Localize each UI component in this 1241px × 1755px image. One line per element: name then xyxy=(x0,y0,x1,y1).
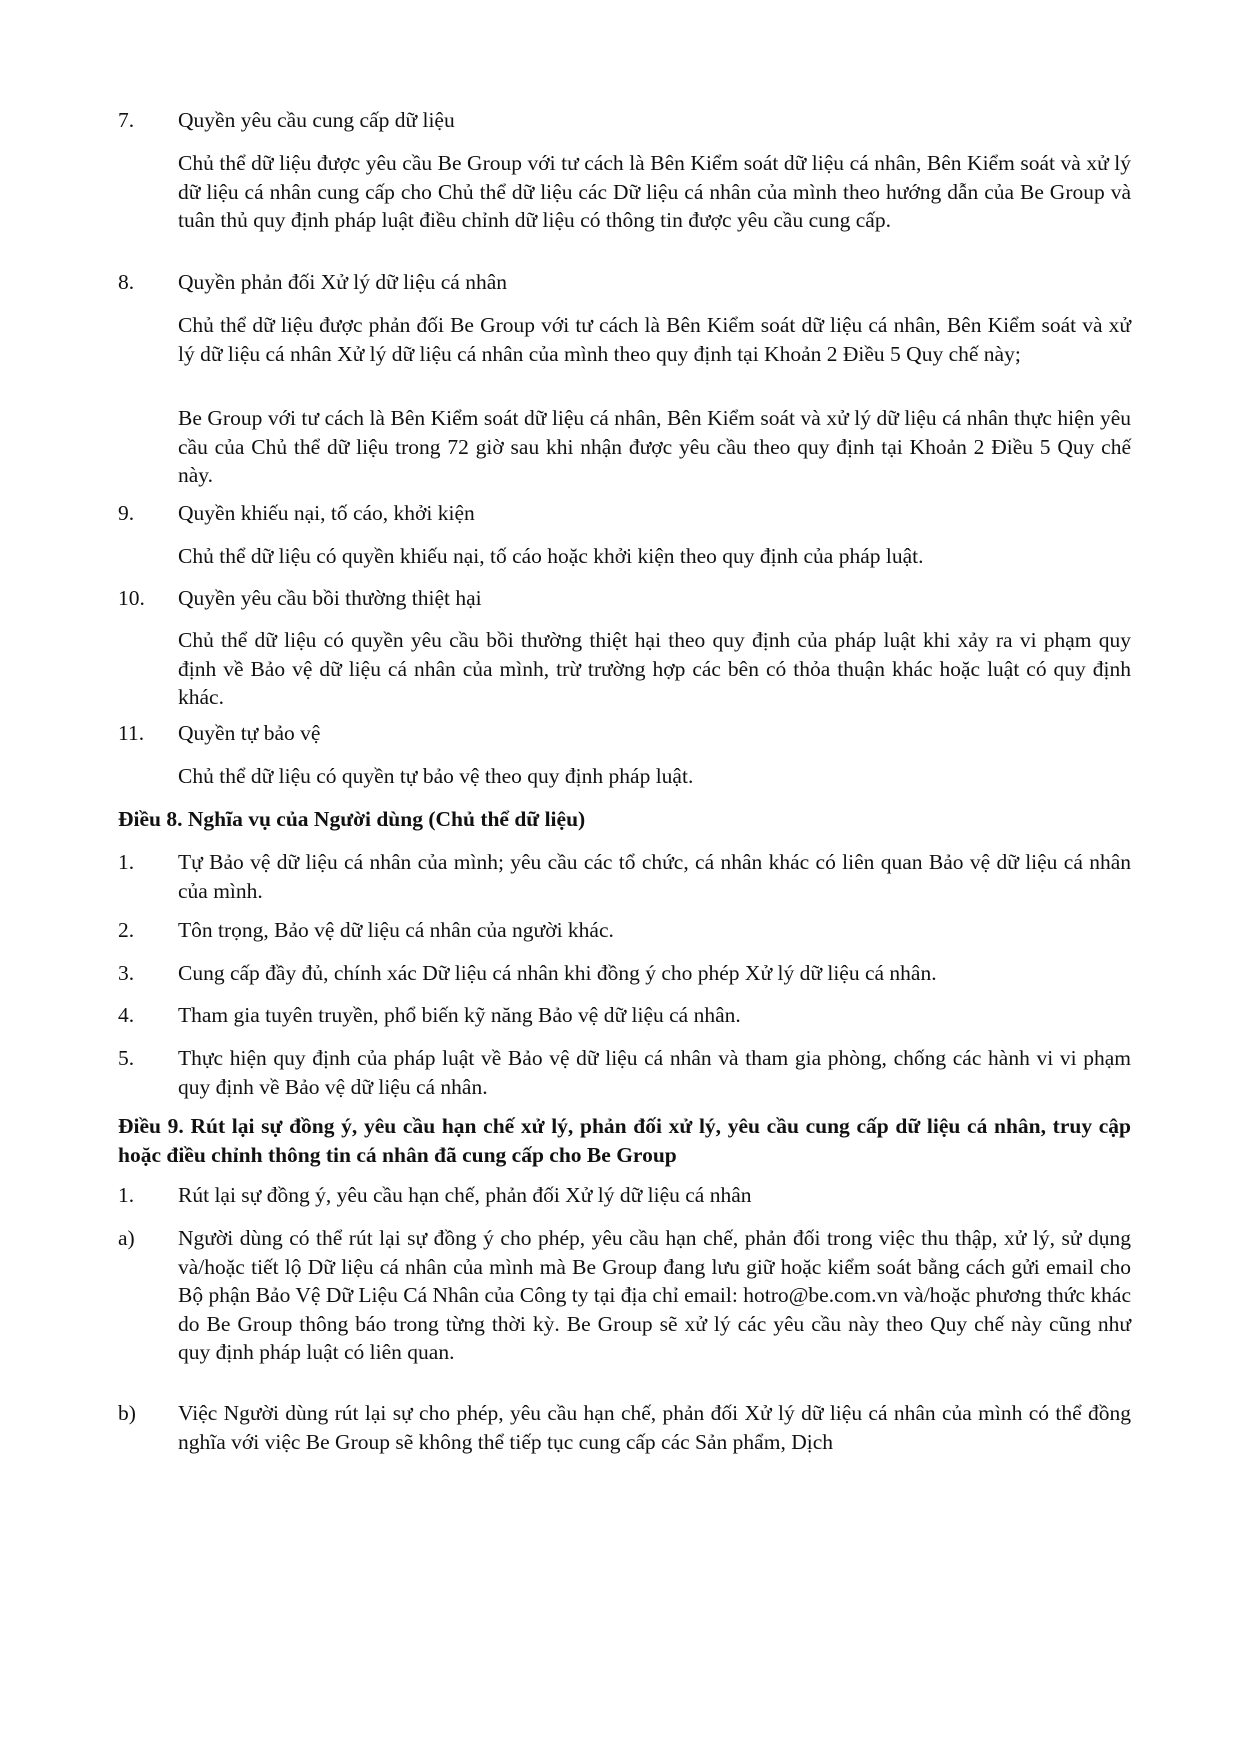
item-title: Quyền yêu cầu bồi thường thiệt hại xyxy=(178,586,482,610)
item-number: 2. xyxy=(118,918,135,942)
item-number: 11. xyxy=(118,721,145,745)
item-number: 1. xyxy=(118,1183,135,1207)
paragraph-9: Chủ thể dữ liệu có quyền khiếu nại, tố cáo hoặc khởi kiện theo quy định của pháp luật. xyxy=(178,544,924,568)
paragraph-8a: Chủ thể dữ liệu được phản đối Be Group với tư cách là Bên Kiểm soát dữ liệu cá nhân, Bên Kiểm soát và xử lý dữ liệu cá nhân Xử lý dữ liệu cá nhân của mình theo quy định tại Khoản 2 Điều 5 Quy chế này; xyxy=(178,313,1131,366)
paragraph-8b: Be Group với tư cách là Bên Kiểm soát dữ liệu cá nhân, Bên Kiểm soát và xử lý dữ liệu cá nhân thực hiện yêu cầu của Chủ thể dữ liệu trong 72 giờ sau khi nhận được yêu cầu theo quy định tại Khoản 2 Điều 5 Quy chế này. xyxy=(178,406,1131,487)
item-number: 5. xyxy=(118,1046,135,1070)
item-text: Thực hiện quy định của pháp luật về Bảo vệ dữ liệu cá nhân và tham gia phòng, chống các hành vi vi phạm quy định về Bảo vệ dữ liệu cá nhân. xyxy=(178,1046,1131,1099)
item-number: b) xyxy=(118,1401,136,1425)
item-title: Quyền yêu cầu cung cấp dữ liệu xyxy=(178,108,455,132)
item-number: 10. xyxy=(118,586,145,610)
item-number: 8. xyxy=(118,270,135,294)
article-9-heading: Điều 9. Rút lại sự đồng ý, yêu cầu hạn chế xử lý, phản đối xử lý, yêu cầu cung cấp dữ liệu cá nhân, truy cập hoặc điều chỉnh thông tin cá nhân đã cung cấp cho Be Group xyxy=(118,1114,1131,1167)
item-text: Cung cấp đầy đủ, chính xác Dữ liệu cá nhân khi đồng ý cho phép Xử lý dữ liệu cá nhân. xyxy=(178,961,937,985)
item-text: Việc Người dùng rút lại sự cho phép, yêu cầu hạn chế, phản đối Xử lý dữ liệu cá nhân của mình có thể đồng nghĩa với việc Be Group sẽ không thể tiếp tục cung cấp các Sản phẩm, Dịch xyxy=(178,1401,1131,1454)
paragraph-10: Chủ thể dữ liệu có quyền yêu cầu bồi thường thiệt hại theo quy định của pháp luật khi xảy ra vi phạm quy định về Bảo vệ dữ liệu cá nhân của mình, trừ trường hợp các bên có thỏa thuận khác hoặc luật có quy định khác. xyxy=(178,628,1131,709)
paragraph-11: Chủ thể dữ liệu có quyền tự bảo vệ theo quy định pháp luật. xyxy=(178,764,694,788)
item-number: a) xyxy=(118,1226,135,1250)
item-text: Người dùng có thể rút lại sự đồng ý cho phép, yêu cầu hạn chế, phản đối trong việc thu thập, xử lý, sử dụng và/hoặc tiết lộ Dữ liệu cá nhân của mình mà Be Group đang lưu giữ hoặc kiểm soát bằng cách gửi email cho Bộ phận Bảo Vệ Dữ Liệu Cá Nhân của Công ty tại địa chỉ email: hotro@be.com.vn và/hoặc phương thức khác do Be Group thông báo trong từng thời kỳ. Be Group sẽ xử lý các yêu cầu này theo Quy chế này cũng như quy định pháp luật có liên quan. xyxy=(178,1226,1131,1364)
item-title: Quyền phản đối Xử lý dữ liệu cá nhân xyxy=(178,270,508,294)
article-8-heading: Điều 8. Nghĩa vụ của Người dùng (Chủ thể dữ liệu) xyxy=(118,807,586,831)
item-number: 9. xyxy=(118,501,135,525)
item-text: Rút lại sự đồng ý, yêu cầu hạn chế, phản đối Xử lý dữ liệu cá nhân xyxy=(178,1183,752,1207)
item-title: Quyền tự bảo vệ xyxy=(178,721,321,745)
item-number: 3. xyxy=(118,961,135,985)
item-text: Tự Bảo vệ dữ liệu cá nhân của mình; yêu cầu các tổ chức, cá nhân khác có liên quan Bảo vệ dữ liệu cá nhân của mình. xyxy=(178,850,1131,903)
paragraph-7: Chủ thể dữ liệu được yêu cầu Be Group với tư cách là Bên Kiểm soát dữ liệu cá nhân, Bên Kiểm soát và xử lý dữ liệu cá nhân cung cấp cho Chủ thể dữ liệu các Dữ liệu cá nhân của mình theo hướng dẫn của Be Group và tuân thủ quy định pháp luật điều chỉnh dữ liệu có thông tin được yêu cầu cung cấp. xyxy=(178,151,1131,232)
item-text: Tôn trọng, Bảo vệ dữ liệu cá nhân của người khác. xyxy=(178,918,614,942)
item-number: 1. xyxy=(118,850,135,874)
item-number: 4. xyxy=(118,1003,135,1027)
item-number: 7. xyxy=(118,108,135,132)
item-title: Quyền khiếu nại, tố cáo, khởi kiện xyxy=(178,501,475,525)
item-text: Tham gia tuyên truyền, phổ biến kỹ năng Bảo vệ dữ liệu cá nhân. xyxy=(178,1003,741,1027)
